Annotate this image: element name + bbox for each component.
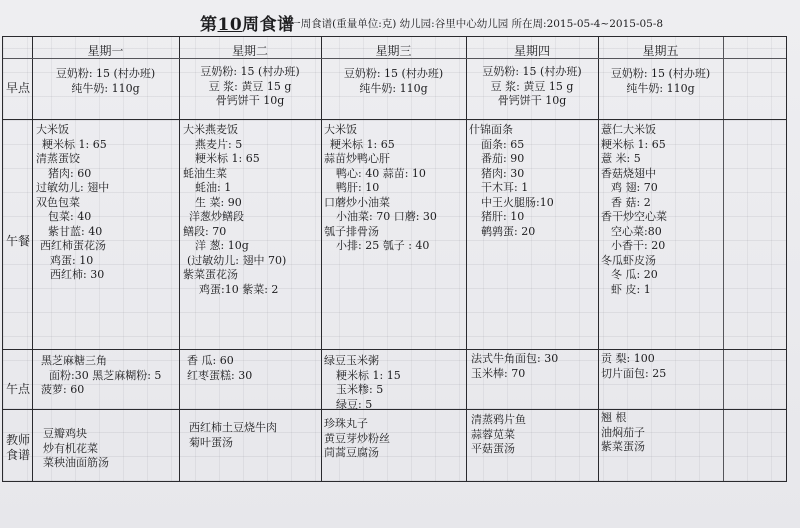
lunch-mon: 大米饭 粳米标 1: 65 清蒸蛋饺 猪肉: 60 过敏幼儿: 翅中 双色包菜 包菜: 40 紫甘蓝: 40 西红柿蛋花汤 鸡蛋: 10 西红柿: 30: [36, 123, 110, 281]
page-subtitle: (一周食谱(重量单位:克) 幼儿园:谷里中心幼儿园 所在周:2015-05-4~2015-05-8: [286, 18, 664, 30]
snack-tue: 香 瓜: 60 红枣蛋糕: 30: [187, 354, 253, 382]
lunch-fri: 薏仁大米饭 粳米标 1: 65 薏 米: 5 香菇烧翅中 鸡 翅: 70 香 菇: 2 香干炒空心菜 空心菜:80 小香干: 20 冬瓜虾皮汤 冬 瓜: 20 虾 皮: 1: [601, 123, 667, 296]
table-divider: [723, 37, 724, 481]
lunch-thu: 什锦面条 面条: 65 番茄: 90 猪肉: 30 干木耳: 1 中王火腿肠:10 猪肝: 10 鹌鹑蛋: 20: [469, 123, 554, 238]
breakfast-thu: 豆奶粉: 15 (村办班) 豆 浆: 黄豆 15 g 骨钙饼干 10g: [482, 65, 582, 107]
day-header-thu: 星期四: [513, 44, 550, 58]
teacher-thu: 清蒸鸦片鱼 蒜蓉苋菜 平菇蛋汤: [471, 413, 526, 455]
title-row: [0, 10, 800, 34]
teacher-wed: 珍珠丸子 黄豆芽炒粉丝 茼蒿豆腐汤: [324, 417, 390, 459]
meal-label-teacher: 教师 食谱: [6, 433, 31, 462]
menu-table: [2, 36, 787, 482]
snack-mon: 黑芝麻糖三角 面粉:30 黑芝麻糊粉: 5 菠萝: 60: [41, 354, 162, 396]
lunch-wed: 大米饭 粳米标 1: 65 蒜苗炒鸭心肝 鸭心: 40 蒜苗: 10 鸭肝: 10 口蘑炒小油菜 小油菜: 70 口蘑: 30 瓠子排骨汤 小排: 25 瓠子 : 40: [324, 123, 437, 252]
breakfast-fri: 豆奶粉: 15 (村办班) 纯牛奶: 110g: [610, 67, 711, 95]
snack-thu: 法式牛角面包: 30 玉米棒: 70: [471, 352, 559, 380]
meal-label-snack: 午点: [6, 382, 31, 396]
table-divider: [598, 37, 599, 481]
day-header-tue: 星期二: [231, 44, 268, 58]
lunch-tue: 大米燕麦饭 燕麦片: 5 粳米标 1: 65 蚝油生菜 蚝油: 1 生 菜: 90 洋葱炒鳝段 鳝段: 70 洋 葱: 10g (过敏幼儿: 翅中 70) 紫菜蛋花汤 鸡蛋:10 紫菜: 2: [183, 123, 287, 296]
teacher-fri: 翘 根 油焖茄子 紫菜蛋汤: [601, 411, 645, 453]
breakfast-wed: 豆奶粉: 15 (村办班) 纯牛奶: 110g: [343, 67, 444, 95]
table-divider: [3, 119, 786, 120]
meal-label-breakfast: 早点: [6, 81, 31, 95]
teacher-mon: 豆瓣鸡块 炒有机花菜 菜秧油面筋汤: [43, 427, 109, 469]
day-header-mon: 星期一: [87, 44, 124, 58]
breakfast-mon: 豆奶粉: 15 (村办班) 纯牛奶: 110g: [55, 67, 156, 95]
table-divider: [3, 349, 786, 350]
meal-label-lunch: 午餐: [6, 234, 31, 248]
table-divider: [32, 37, 33, 481]
snack-wed: 绿豆玉米粥 粳米标 1: 15 玉米糁: 5 绿豆: 5: [324, 354, 401, 411]
breakfast-tue: 豆奶粉: 15 (村办班) 豆 浆: 黄豆 15 g 骨钙饼干 10g: [200, 65, 300, 107]
day-header-fri: 星期五: [642, 44, 679, 58]
teacher-tue: 西红柿土豆烧牛肉 菊叶蛋汤: [189, 421, 277, 449]
snack-fri: 贡 梨: 100 切片面包: 25: [601, 352, 667, 380]
day-header-wed: 星期三: [375, 44, 412, 58]
page-title: 第10周食谱: [200, 15, 295, 35]
table-divider: [321, 37, 322, 481]
